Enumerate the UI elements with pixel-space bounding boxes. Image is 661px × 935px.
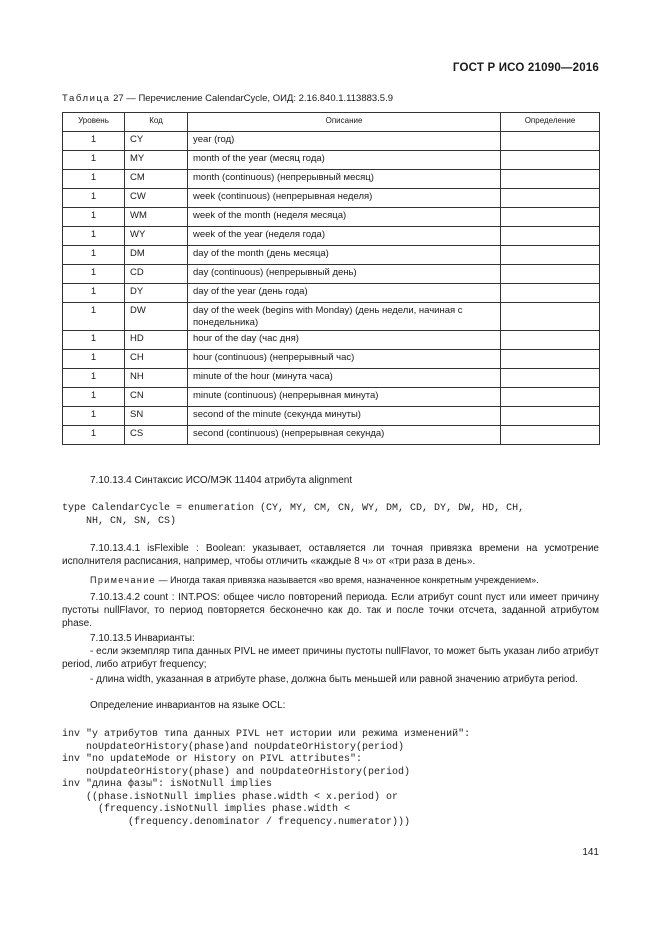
note	[62, 574, 599, 586]
cell-definition	[501, 151, 600, 170]
cell-description: week (continuous) (непрерывная неделя)	[188, 189, 501, 208]
cell-description: minute of the hour (минута часа)	[188, 369, 501, 388]
cell-definition	[501, 265, 600, 284]
table-row	[63, 208, 600, 227]
table-caption	[62, 93, 393, 104]
calendar-cycle-table	[62, 112, 600, 445]
cell-level: 1	[63, 284, 125, 303]
section-7-10-13-5-heading: 7.10.13.5 Инварианты:	[90, 633, 195, 644]
cell-description: month (continuous) (непрерывный месяц)	[188, 170, 501, 189]
cell-code: WY	[125, 227, 188, 246]
cell-description: second of the minute (секунда минуты)	[188, 407, 501, 426]
cell-definition	[501, 350, 600, 369]
cell-description: hour (continuous) (непрерывный час)	[188, 350, 501, 369]
table-row	[63, 189, 600, 208]
cell-level: 1	[63, 246, 125, 265]
document-header: ГОСТ Р ИСО 21090—2016	[452, 62, 599, 74]
table-row	[63, 151, 600, 170]
table-row	[63, 303, 600, 331]
cell-code: HD	[125, 331, 188, 350]
header-code: Код	[125, 113, 188, 132]
paragraph-count: 7.10.13.4.2 count : INT.POS: общее число повторений периода. Если атрибут count пуст или имеет причину пустоты nullFlavor, то период повторяется бесконечно как до. так и после точки отсчета, заданной атрибутом phase.	[62, 592, 599, 629]
cell-definition	[501, 189, 600, 208]
cell-description: second (continuous) (непрерывная секунда)	[188, 426, 501, 445]
cell-level: 1	[63, 208, 125, 227]
table-row	[63, 407, 600, 426]
cell-code: SN	[125, 407, 188, 426]
cell-level: 1	[63, 426, 125, 445]
ocl-intro: Определение инвариантов на языке OCL:	[90, 700, 286, 711]
note-text: — Иногда такая привязка называется «во время, назначенное конкретным учреждением».	[158, 575, 539, 585]
invariant-bullet-2: - длина width, указанная в атрибуте phase, должна быть меньшей или равной значению атрибута period.	[90, 674, 578, 685]
cell-definition	[501, 369, 600, 388]
cell-code: DW	[125, 303, 188, 331]
cell-description: day of the week (begins with Monday) (день недели, начиная с понедельника)	[188, 303, 501, 331]
table-row	[63, 388, 600, 407]
cell-definition	[501, 208, 600, 227]
cell-definition	[501, 303, 600, 331]
table-caption-text: 27 — Перечисление CalendarCycle, ОИД: 2.16.840.1.113883.5.9	[113, 93, 394, 104]
code-calendarcycle-enum: type CalendarCycle = enumeration (CY, MY, CM, CN, WY, DM, CD, DY, DW, HD, CH, NH, CN, SN, CS)	[62, 503, 525, 527]
cell-level: 1	[63, 265, 125, 284]
cell-description: month of the year (месяц года)	[188, 151, 501, 170]
table-row	[63, 132, 600, 151]
cell-description: day (continuous) (непрерывный день)	[188, 265, 501, 284]
cell-description: minute (continuous) (непрерывная минута)	[188, 388, 501, 407]
cell-definition	[501, 331, 600, 350]
code-ocl-invariants: inv "у атрибутов типа данных PIVL нет истории или режима изменений": noUpdateOrHistory(phase)and noUpdateOrHistory(period) inv "no updateMode or History on PIVL attributes": noUpdateOrHistory(phase) and noUpdateOrHistory(period) inv "длина фазы": isNotNull implies ((phase.isNotNull implies phase.width < x.period) or (frequency.isNotNull implies phase.width < (frequency.denominator / frequency.numerator)))	[62, 729, 471, 828]
header-level: Уровень	[63, 113, 125, 132]
cell-level: 1	[63, 170, 125, 189]
cell-description: week of the year (неделя года)	[188, 227, 501, 246]
cell-definition	[501, 284, 600, 303]
cell-code: CD	[125, 265, 188, 284]
cell-code: CM	[125, 170, 188, 189]
cell-code: MY	[125, 151, 188, 170]
cell-level: 1	[63, 331, 125, 350]
table-row	[63, 265, 600, 284]
cell-level: 1	[63, 407, 125, 426]
cell-level: 1	[63, 151, 125, 170]
cell-code: CH	[125, 350, 188, 369]
cell-level: 1	[63, 189, 125, 208]
cell-level: 1	[63, 132, 125, 151]
cell-description: day of the month (день месяца)	[188, 246, 501, 265]
cell-level: 1	[63, 227, 125, 246]
cell-description: year (год)	[188, 132, 501, 151]
cell-level: 1	[63, 350, 125, 369]
cell-code: DY	[125, 284, 188, 303]
cell-definition	[501, 426, 600, 445]
cell-code: CW	[125, 189, 188, 208]
cell-level: 1	[63, 303, 125, 331]
table-row	[63, 246, 600, 265]
cell-definition	[501, 227, 600, 246]
table-row	[63, 284, 600, 303]
section-7-10-13-4-heading: 7.10.13.4 Синтаксис ИСО/МЭК 11404 атрибута alignment	[90, 475, 353, 486]
table-row	[63, 331, 600, 350]
paragraph-isflexible: 7.10.13.4.1 isFlexible : Boolean: указывает, оставляется ли точная привязка времени на усмотрение исполнителя расписания, например, чтобы отличить «каждые 8 ч» от «три раза в день».	[62, 543, 599, 567]
table-header-row	[63, 113, 600, 132]
cell-level: 1	[63, 369, 125, 388]
cell-code: WM	[125, 208, 188, 227]
cell-code: CY	[125, 132, 188, 151]
cell-code: CN	[125, 388, 188, 407]
invariant-bullet-1: - если экземпляр типа данных PIVL не имеет причины пустоты nullFlavor, то может быть указан либо атрибут period, либо атрибут frequency;	[62, 646, 599, 670]
table-row	[63, 170, 600, 189]
table-row	[63, 227, 600, 246]
cell-definition	[501, 246, 600, 265]
cell-description: hour of the day (час дня)	[188, 331, 501, 350]
cell-code: DM	[125, 246, 188, 265]
page-number: 141	[582, 847, 599, 858]
table-row	[63, 426, 600, 445]
table-row	[63, 369, 600, 388]
note-label: Примечание	[90, 575, 157, 585]
cell-definition	[501, 407, 600, 426]
cell-code: NH	[125, 369, 188, 388]
cell-definition	[501, 132, 600, 151]
cell-definition	[501, 170, 600, 189]
header-description: Описание	[188, 113, 501, 132]
cell-description: day of the year (день года)	[188, 284, 501, 303]
cell-code: CS	[125, 426, 188, 445]
header-definition: Определение	[501, 113, 600, 132]
cell-level: 1	[63, 388, 125, 407]
cell-definition	[501, 388, 600, 407]
table-caption-prefix: Таблица	[62, 93, 111, 104]
cell-description: week of the month (неделя месяца)	[188, 208, 501, 227]
table-row	[63, 350, 600, 369]
